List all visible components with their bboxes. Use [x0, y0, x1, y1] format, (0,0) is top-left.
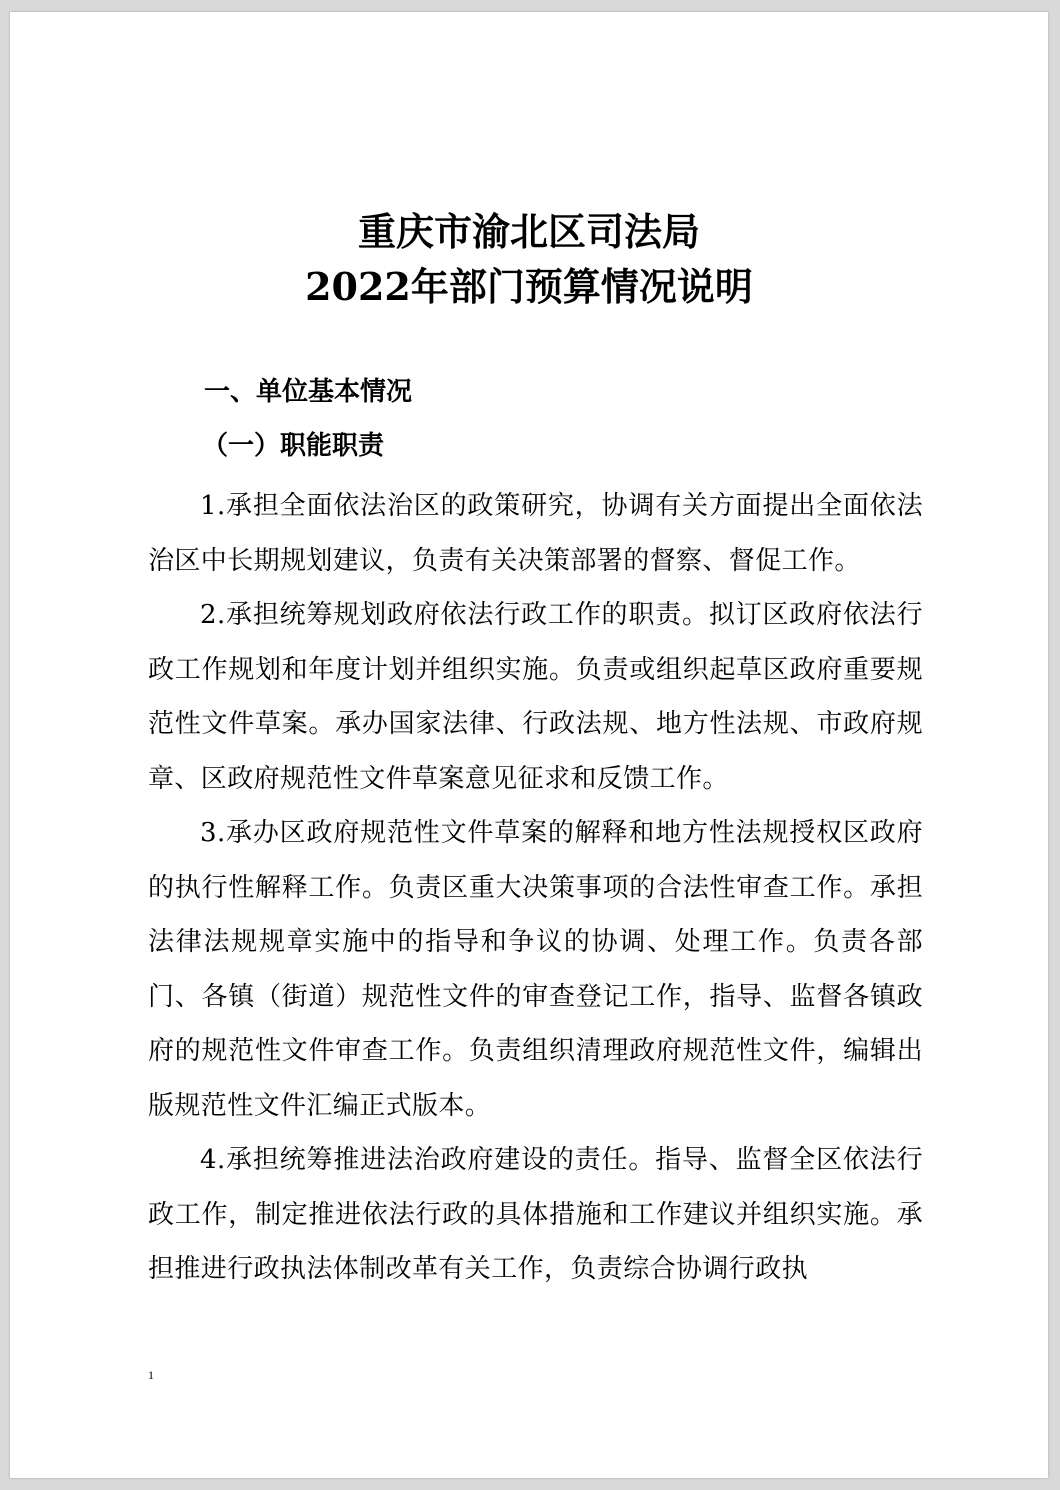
- paragraph-3: 3.承办区政府规范性文件草案的解释和地方性法规授权区政府的执行性解释工作。负责区重大决策事项的合法性审查工作。承担法律法规规章实施中的指导和争议的协调、处理工作。负责各部门、各镇（街道）规范性文件的审查登记工作，指导、监督各镇政府的规范性文件审查工作。负责组织清理政府规范性文件，编辑出版规范性文件汇编正式版本。: [148, 818, 923, 1121]
- paragraph-2: 2.承担统筹规划政府依法行政工作的职责。拟订区政府依法行政工作规划和年度计划并组织实施。负责或组织起草区政府重要规范性文件草案。承办国家法律、行政法规、地方性法规、市政府规章、区政府规范性文件草案意见征求和反馈工作。: [148, 600, 923, 794]
- subsection-heading: （一）职能职责: [202, 431, 385, 461]
- section-heading: 一、单位基本情况: [204, 377, 413, 407]
- paragraph-4: 4.承担统筹推进法治政府建设的责任。指导、监督全区依法行政工作，制定推进依法行政的具体措施和工作建议并组织实施。承担推进行政执法体制改革有关工作，负责综合协调行政执: [148, 1145, 923, 1284]
- document-title-line2: 2022年部门预算情况说明: [305, 264, 753, 309]
- paragraph-1: 1.承担全面依法治区的政策研究，协调有关方面提出全面依法治区中长期规划建议，负责有关决策部署的督察、督促工作。: [148, 491, 923, 576]
- page-number: 1: [148, 1368, 154, 1382]
- document-body: [148, 479, 923, 1297]
- document-page: [10, 12, 1048, 1478]
- document-title-line1: 重庆市渝北区司法局: [357, 209, 700, 254]
